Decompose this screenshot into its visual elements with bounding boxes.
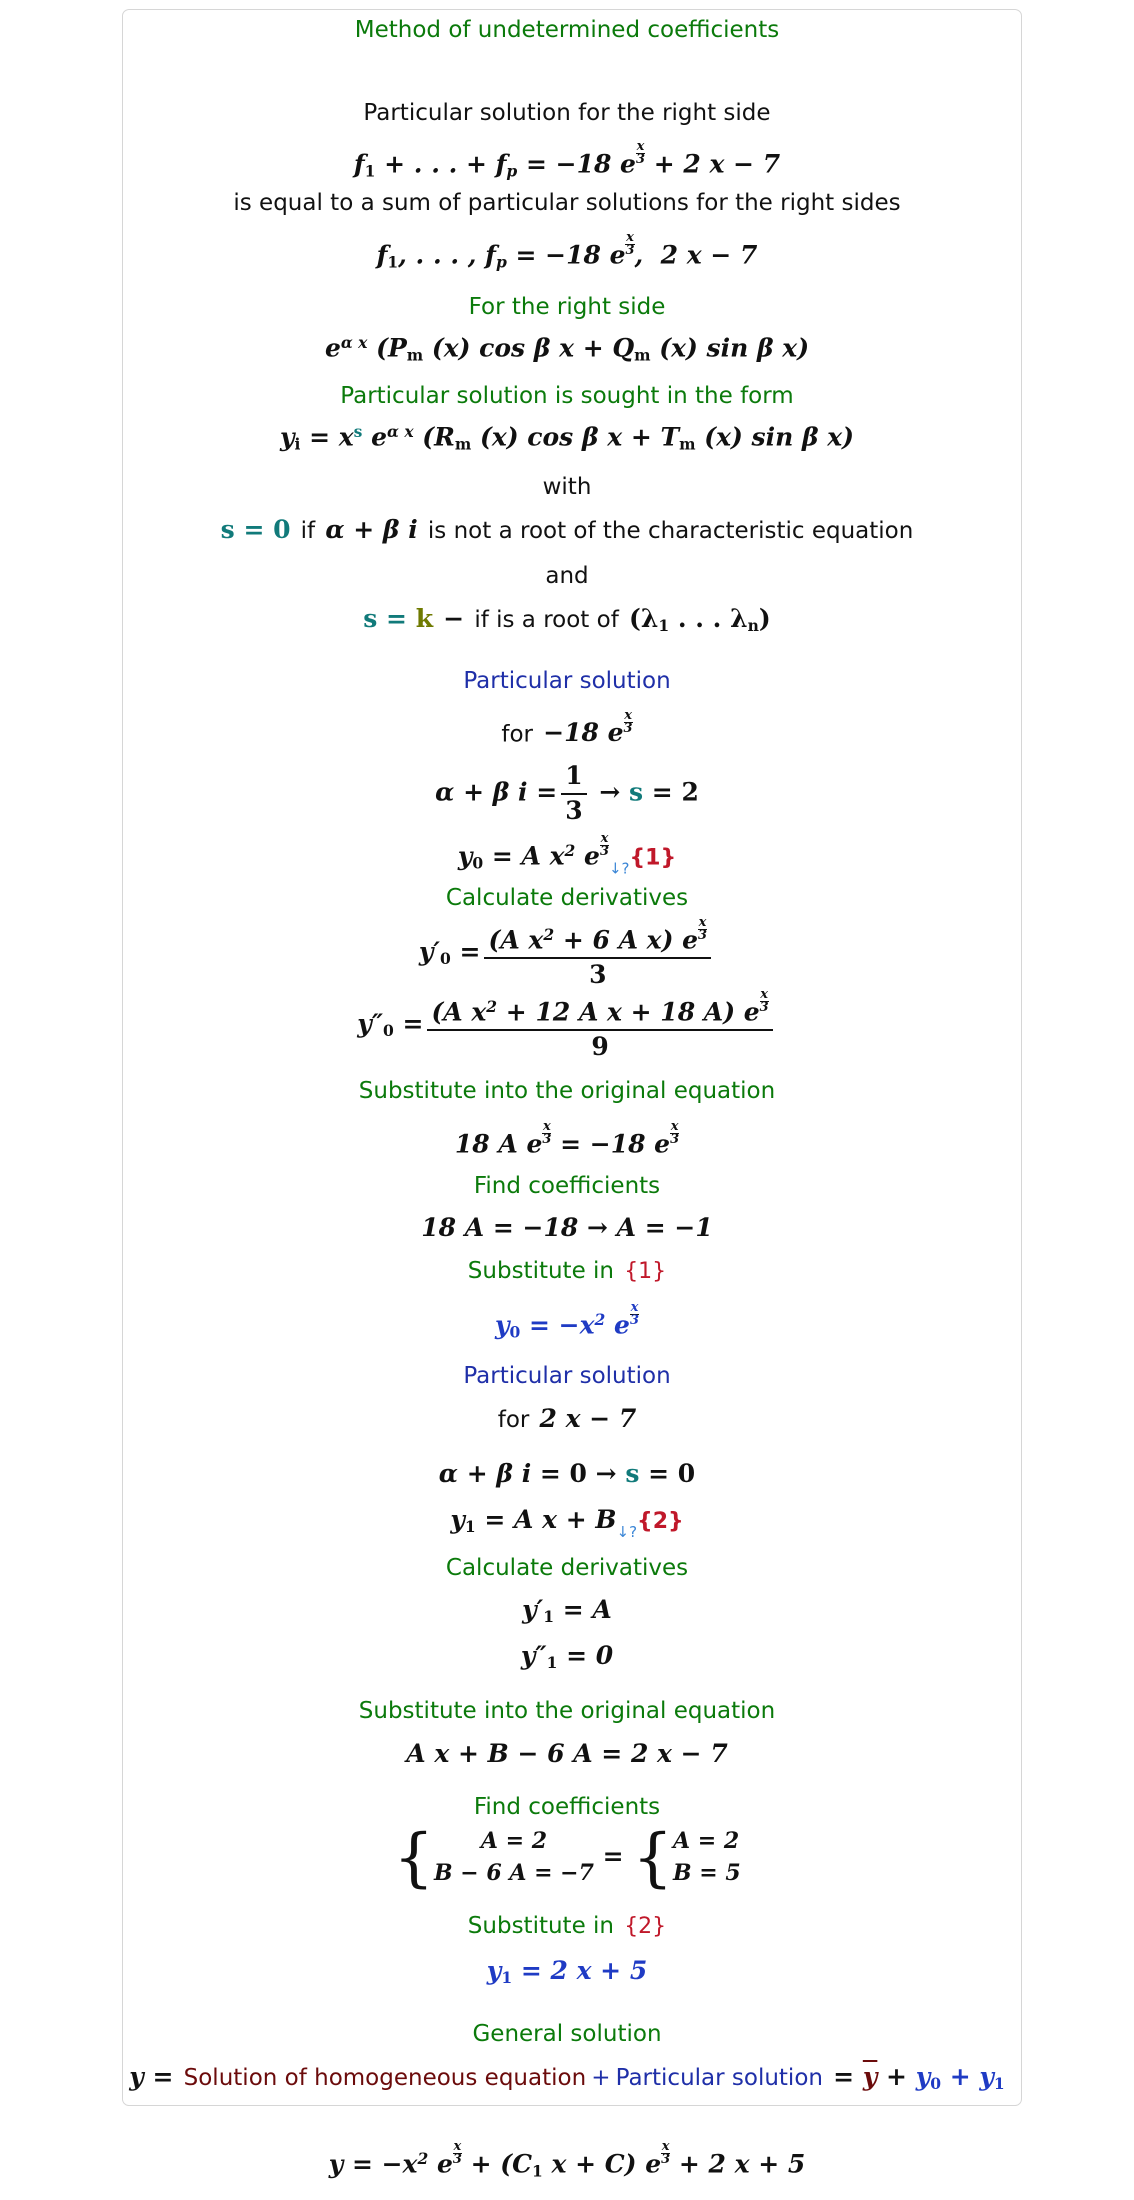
substitute-original-heading-1: Substitute into the original equation — [358, 1078, 776, 1104]
y0-first-derivative: $y'_0$ = (A $x^2 + 6$ A x) e $\frac{x}{3}$ 3 — [0, 917, 1134, 990]
calc-derivatives-heading-1: Calculate derivatives — [445, 885, 689, 911]
alpha-beta-1: α + β i = $\frac{1}{3}$ → s = 2 — [435, 761, 699, 825]
rhs-list-equation: $f_1$, . . . , $f_p = -18$ e $\frac{x}{3}$ , 2 x − 7 — [376, 230, 758, 272]
calc-derivatives-heading-2: Calculate derivatives — [445, 1555, 689, 1581]
substitute-original-heading-2: Substitute into the original equation — [358, 1698, 776, 1724]
y1-first-derivative: $y'_1 = A$ — [522, 1595, 612, 1626]
y0-result: $y_0 = -x^2$ e $\frac{x}{3}$ — [495, 1300, 639, 1342]
substitute-in-2: Substitute in {2} — [467, 1913, 667, 1939]
not-root-text: is not a root of the characteristic equation — [427, 518, 914, 544]
for-term-2: for 2 x − 7 — [497, 1404, 637, 1433]
if-word: if — [300, 518, 316, 544]
label-ref-2: {2} — [637, 1509, 684, 1534]
general-rhs-form: $e^{\alpha x}$ ($P_m$ (x) cos β $x + Q_m$ (x) sin β x) — [324, 333, 810, 365]
substituted-equation-1: 18 A e $\frac{x}{3}$ = −18 e $\frac{x}{3}$ — [454, 1119, 680, 1159]
intro-line-2: is equal to a sum of particular solutions for the right sides — [233, 190, 901, 216]
y0-second-derivative: $y''_0$ = (A $x^2 + 12$ A x + 18 A) e $\frac{x}{3}$ 9 — [0, 989, 1134, 1062]
method-title: Method of undetermined coefficients — [354, 17, 780, 43]
and-word: and — [545, 563, 589, 589]
sought-form-equation: $y_i = x^s$ $e^{\alpha x}$ ($R_m$ (x) cos β $x + T_m$ (x) sin β x) — [279, 422, 854, 454]
y1-result: $y_1 = 2$ x + 5 — [486, 1956, 648, 1987]
substitute-in-1: Substitute in {1} — [467, 1258, 667, 1284]
coefficient-system: { A = 2 B − 6 A = −7 = { A = 2 B = 5 — [393, 1821, 741, 1895]
if-root-text: if is a root of — [474, 607, 619, 633]
homogeneous-solution-link[interactable]: Solution of homogeneous equation — [183, 2065, 587, 2091]
for-right-side-heading: For the right side — [468, 294, 666, 320]
find-coefficients-heading-1: Find coefficients — [473, 1173, 661, 1199]
particular-solution-heading-1: Particular solution — [463, 668, 671, 694]
particular-solution-heading-2: Particular solution — [463, 1363, 671, 1389]
y0-ansatz: $y_0 = A$ $x^2$ e $\frac{x}{3}$ $_{↓?}${1} — [457, 831, 677, 878]
y1-ansatz: $y_1 = A$ $x + B_{↓?}\{2\}$ — [450, 1505, 684, 1541]
general-solution-heading: General solution — [472, 2021, 662, 2047]
sought-form-heading: Particular solution is sought in the form — [340, 383, 794, 409]
intro-line-1: Particular solution for the right side — [363, 100, 771, 126]
coefficient-result-1: 18 A = −18 → A = −1 — [421, 1213, 713, 1242]
for-term-1: for −18 e $\frac{x}{3}$ — [501, 708, 633, 748]
particular-solution-link[interactable]: Particular solution — [615, 2065, 823, 2091]
s-k-condition: s = k − if is a root of ($\lambda_1$ . . . $\lambda_n$) — [363, 604, 771, 635]
y1-second-derivative: $y''_1 = 0$ — [520, 1641, 614, 1672]
general-solution-formula: y = Solution of homogeneous equation + Particular solution = $\overline{y} + y_0 + y_1$ — [129, 2062, 1005, 2093]
substituted-equation-2: A x + B − 6 A = 2 x − 7 — [406, 1739, 728, 1768]
with-word: with — [542, 474, 592, 500]
rhs-sum-equation: $f_1$ + . . . + $f_p = -18$ e $\frac{x}{3}$ + 2 x − 7 — [353, 139, 781, 181]
s-zero-condition: s = 0 if α + β i is not a root of the characteristic equation — [220, 515, 914, 544]
label-ref-1: {1} — [629, 845, 677, 871]
find-coefficients-heading-2: Find coefficients — [473, 1794, 661, 1820]
final-answer: $y = -x^2$ e $\frac{x}{3}$ + ($C_1$ x + C) e $\frac{x}{3}$ + 2 x + 5 — [328, 2139, 806, 2181]
alpha-beta-2: α + β i = 0 → s = 0 — [438, 1459, 696, 1488]
